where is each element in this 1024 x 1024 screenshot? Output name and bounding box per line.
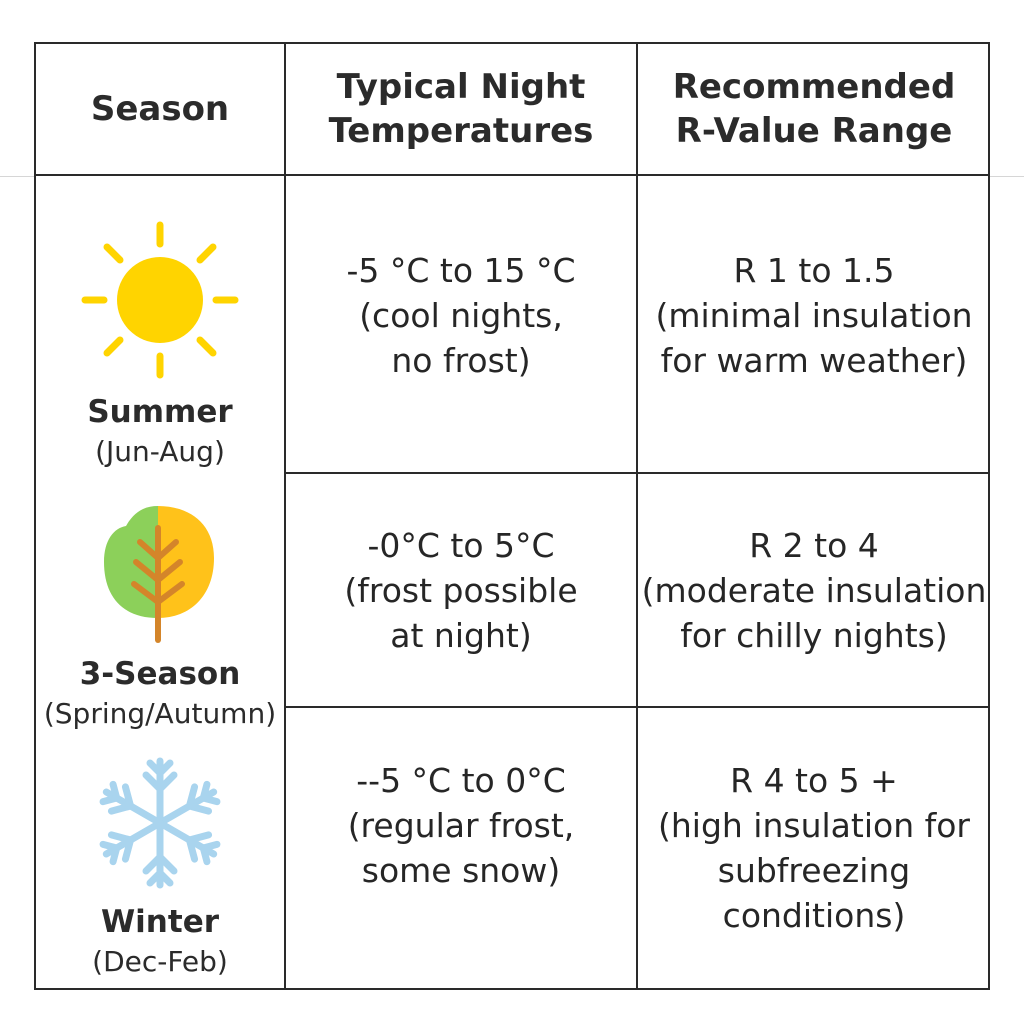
rvalue-summer-line1: R 1 to 1.5 — [733, 251, 895, 290]
temperature-cell-winter — [286, 708, 636, 988]
season-3-season-range: (Spring/Autumn) — [43, 697, 277, 730]
header-temperatures-line1: Typical Night — [336, 67, 586, 107]
guide-line — [0, 176, 34, 177]
header-season — [36, 44, 284, 174]
header-rvalue-line1: Recommended — [672, 67, 956, 107]
rvalue-cell-3-season — [638, 474, 990, 706]
rvalue-3-season-line1: R 2 to 4 — [749, 525, 879, 565]
temperature-winter-line2: (regular frost, — [347, 806, 575, 845]
temperature-winter-line1: --5 °C to 0°C — [356, 761, 566, 800]
tree-icon — [100, 500, 220, 645]
header-season-label: Season — [90, 89, 230, 129]
temperature-summer-line1: -5 °C to 15 °C — [346, 251, 576, 290]
header-rvalue-line2: R-Value Range — [675, 111, 953, 151]
season-3-season-name: 3-Season — [79, 656, 241, 692]
rvalue-summer-line3: for warm weather) — [660, 341, 968, 380]
rvalue-winter-line2: (high insulation for — [658, 806, 970, 845]
guide-line — [990, 176, 1024, 177]
temperature-3-season-line1: -0°C to 5°C — [367, 525, 555, 565]
sun-icon — [80, 220, 240, 380]
temperature-summer-line2: (cool nights, — [359, 296, 563, 335]
temperature-cell-3-season — [286, 474, 636, 706]
rvalue-winter-line4: conditions) — [722, 896, 906, 935]
rvalue-winter-line1: R 4 to 5 + — [730, 761, 898, 800]
temperature-3-season-line3: at night) — [390, 615, 532, 655]
season-winter-range: (Dec-Feb) — [92, 945, 228, 978]
header-rvalue — [638, 44, 990, 174]
rvalue-summer-line2: (minimal insulation — [655, 296, 973, 335]
season-winter-name: Winter — [100, 904, 220, 940]
season-summer-range: (Jun-Aug) — [95, 435, 225, 468]
rvalue-cell-winter — [638, 708, 990, 988]
temperature-cell-summer — [286, 176, 636, 472]
temperature-3-season-line2: (frost possible — [344, 570, 578, 610]
snowflake-icon — [94, 752, 226, 894]
season-summer-name: Summer — [87, 394, 233, 430]
season-summer — [36, 392, 284, 472]
rvalue-3-season-line3: for chilly nights) — [680, 615, 948, 655]
season-winter — [36, 902, 284, 982]
temperature-winter-line3: some snow) — [361, 851, 561, 890]
temperature-summer-line3: no frost) — [391, 341, 531, 380]
rvalue-winter-line3: subfreezing — [717, 851, 911, 890]
header-temperatures — [286, 44, 636, 174]
season-3-season — [36, 654, 284, 734]
rvalue-cell-summer — [638, 176, 990, 472]
rvalue-3-season-line2: (moderate insulation — [641, 570, 987, 610]
header-temperatures-line2: Temperatures — [328, 111, 594, 151]
